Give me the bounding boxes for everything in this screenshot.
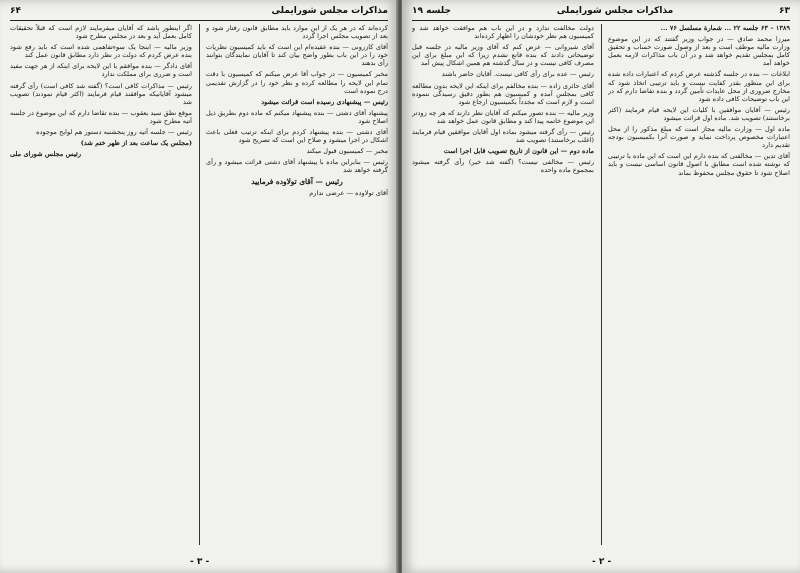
paragraph: ابلاغات — بنده در جلسه گذشته عرض کردم که اعتبارات داده شده برای این منظور بقدر کفایت نیست و باید ترتیبی اتخاذ شود که مخارج ضروری از محل عایدات تأمین گردد و بنده تقاضا دارم که در این باب توضیحات کافی داده شود [608,70,790,103]
column-divider [601,24,602,545]
right-header-rule [412,20,790,21]
paragraph: آقای حائری زاده — بنده مخالفم برای اینکه این لایحه بدون مطالعه کافی بمجلس آمده و کمیسیون هم بطور دقیق رسیدگی ننموده است و لازم است که مجدداً بکمیسیون ارجاع شود [412,81,594,106]
right-header-page-number: ۶۳ [779,6,790,16]
paragraph: پیشنهاد آقای دشتی — بنده پیشنهاد میکنم که ماده دوم بطریق ذیل اصلاح شود [206,108,388,125]
right-page-column-left [412,24,594,545]
paragraph: مخبر کمیسیون — در جواب آقا عرض میکنم که کمیسیون با دقت تمام این لایحه را مطالعه کرده و نظر خود را در گزارش تقدیمی درج نموده است [206,70,388,95]
paragraph: مخبر — کمیسیون قبول میکند [306,147,388,156]
left-footer-page-number: - ۳ - [190,557,210,567]
paragraph: اگر اینطور باشد که آقایان میفرمایند لازم است که قبلاً تحقیقات کامل بعمل آید و بعد در مجلس مطرح شود [10,24,192,41]
paragraph: وزیر مالیه — بنده تصور میکنم که آقایان نظر دارند که هر چه زودتر این موضوع خاتمه پیدا کند و مطابق قانون عمل خواهد شد [412,108,594,125]
paragraph: دولت مخالفت ندارد و در این باب هم موافقت خواهد شد و کمیسیون هم نظر خودشان را اظهار کرده‌اند [412,24,594,41]
left-page-header [10,4,388,18]
paragraph: کرده‌اند که در هر یک از این موارد باید مطابق قانون رفتار شود و بعد از تصویب مجلس اجرا گردد [206,24,388,41]
paragraph: آقای شیروانی — عرض کنم که آقای وزیر مالیه در جلسه قبل توضیحاتی دادند که بنده قانع نشدم زیرا که این مبلغ برای این مصرف کافی نیست و در سال گذشته هم همین اشکال پیش آمد [412,43,594,68]
paragraph: ماده اول — وزارت مالیه مجاز است که مبلغ مذکور را از محل اعتبارات مخصوص پرداخت نماید و صورت آنرا بکمیسیون بودجه تقدیم دارد [608,125,790,150]
paragraph: رئیس — جلسه آتیه روز پنجشنبه دستور هم لوایح موجوده [36,128,192,137]
paragraph: آقای تدین — مخالفتی که بنده دارم این است که این ماده با ترتیبی که نوشته شده است مطابق با اصول قانون اساسی نیست و باید اصلاح شود تا حقوق مجلس محفوظ بماند [608,152,790,177]
paragraph: آقای دشتی — بنده پیشنهاد کردم برای اینکه ترتیب فعلی باعث اشکال در اجرا میشود و صلاح این است که تصریح شود [206,128,388,145]
left-page-column-left [10,24,192,545]
paragraph: آقای تولاوده — عرضی ندارم [309,188,388,197]
left-header-title: مذاکرات مجلس شورایملی [271,6,388,16]
column-divider [199,24,200,545]
signature: رئیس مجلس شورای ملی [10,150,81,159]
paragraph: میرزا محمد صادق — در جواب وزیر گفتند که در این موضوع وزارت مالیه موظف است و بعد از وصول صورت حساب و تحقیق کامل بمجلس تقدیم خواهد شد و در آن باب مذاکرات لازمه بعمل خواهد آمد [608,35,790,68]
paragraph: رئیس — مخالفی نیست؟ (گفته شد خیر) رأی گرفته میشود بمجموع ماده واحده [412,158,594,175]
paragraph: وزیر مالیه — اینجا یک سوءتفاهمی شده است که باید رفع شود بنده عرض کردم که دولت در نظر دارد مطابق قانون عمل کند [10,43,192,60]
paragraph: رئیس — مذاکرات کافی است؟ (گفته شد کافی است) رأی گرفته میشود آقایانیکه موافقند قیام فرمایند (اکثر قیام نمودند) تصویب شد [10,81,192,106]
paragraph: رئیس — آقایان موافقین با کلیات این لایحه قیام فرمایند (اکثر برخاستند) تصویب شد. ماده اول قرائت میشود [608,105,790,122]
paragraph: رئیس — بنابراین ماده با پیشنهاد آقای دشتی قرائت میشود و رأی گرفته خواهد شد [206,158,388,175]
paragraph: آقای کازرونی — بنده عقیده‌ام این است که باید کمیسیون نظریات خود را در این باب بطور واضح بیان کند تا آقایان نمایندگان بتوانند رأی بدهند [206,43,388,68]
left-page [0,0,398,573]
paragraph: آقای دادگر — بنده موافقم با این لایحه برای اینکه از هر جهت مفید است و ضرری برای مملکت ندارد [10,62,192,79]
left-page-column-right [206,24,388,545]
paragraph: رئیس — رأی گرفته میشود بماده اول آقایان موافقین قیام فرمایند (اغلب برخاستند) تصویب شد [412,128,594,145]
right-footer-page-number: - ۲ - [592,557,612,567]
right-page-header [412,4,790,18]
left-header-rule [10,20,388,21]
paragraph: ۱۳۸۹ – ۶۳ جلسه ۲۲ ... شمارة مسلسل ۷۶ ... [660,24,790,32]
right-page [402,0,800,573]
paragraph: ماده دوم — این قانون از تاریخ تصویب قابل اجرا است [443,147,594,156]
paragraph: (مجلس یک ساعت بعد از ظهر ختم شد) [80,139,192,148]
right-header-session: جلسه ۱۹ [412,6,451,16]
right-header-title: مذاکرات مجلس شورایملی [556,6,674,16]
paragraph: رئیس — عده برای رأی کافی نیست. آقایان حاضر باشند [441,70,594,79]
paragraph: رئیس — پیشنهادی رسیده است قرائت میشود [261,97,388,106]
heading: رئیس — آقای تولاوده فرمایید [251,176,343,186]
paragraph: موقع نطق سید یعقوب — بنده تقاضا دارم که این موضوع در جلسه آتیه مطرح شود [10,108,192,125]
left-header-page-number: ۶۴ [10,6,21,16]
right-page-column-right [608,24,790,545]
